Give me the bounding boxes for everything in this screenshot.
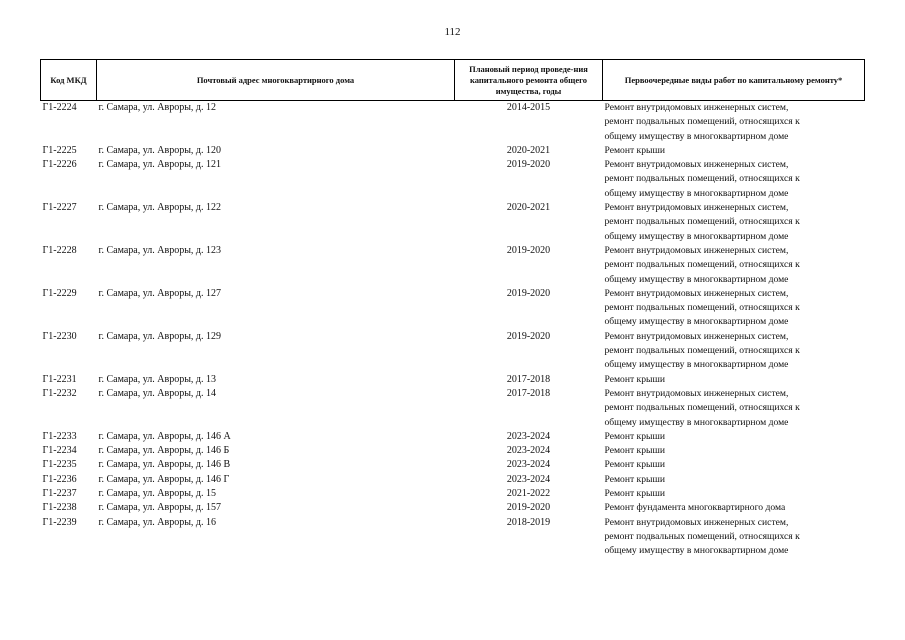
cell-code: Г1-2224 [42, 102, 77, 113]
cell-works [603, 158, 865, 201]
cell-address: г. Самара, ул. Авроры, д. 121 [98, 159, 222, 171]
works-line: общему имуществу в многоквартирном доме [604, 416, 789, 428]
header-period: Плановый период проведе-ния капитального ремонта общего имущества, годы [455, 60, 603, 101]
cell-period: 2020-2021 [506, 202, 551, 214]
cell-works [603, 330, 865, 373]
header-address: Почтовый адрес многоквартирного дома [97, 60, 455, 101]
cell-period: 2014-2015 [506, 102, 551, 113]
works-line: Ремонт внутридомовых инженерных систем, [604, 330, 789, 342]
cell-code: Г1-2230 [42, 330, 77, 342]
cell-address: г. Самара, ул. Авроры, д. 146 А [98, 430, 231, 442]
cell-code: Г1-2225 [42, 144, 77, 156]
works-line: Ремонт внутридомовых инженерных систем, [604, 202, 789, 214]
cell-works [603, 501, 865, 515]
works-line: Ремонт крыши [604, 373, 665, 385]
table-row [41, 373, 865, 387]
cell-works [603, 201, 865, 244]
works-line: общему имуществу в многоквартирном доме [604, 130, 789, 142]
cell-period: 2023-2024 [506, 459, 551, 471]
cell-code: Г1-2236 [42, 473, 77, 485]
works-line: Ремонт крыши [604, 430, 665, 442]
cell-address: г. Самара, ул. Авроры, д. 123 [98, 244, 222, 256]
cell-works [603, 430, 865, 444]
works-line: Ремонт внутридомовых инженерных систем, [604, 244, 789, 256]
works-line: Ремонт внутридомовых инженерных систем, [604, 387, 789, 399]
cell-code: Г1-2235 [42, 459, 77, 471]
cell-address: г. Самара, ул. Авроры, д. 127 [98, 287, 222, 299]
cell-code: Г1-2226 [42, 159, 77, 171]
works-line: ремонт подвальных помещений, относящихся к [604, 259, 800, 271]
works-line: Ремонт внутридомовых инженерных систем, [604, 102, 789, 113]
cell-code: Г1-2237 [42, 488, 77, 500]
works-line: общему имуществу в многоквартирном доме [604, 230, 789, 242]
cell-code: Г1-2231 [42, 373, 77, 385]
table-body [41, 101, 865, 559]
table-row [41, 244, 865, 287]
works-line: ремонт подвальных помещений, относящихся к [604, 173, 800, 185]
cell-code: Г1-2238 [42, 502, 77, 514]
cell-address: г. Самара, ул. Авроры, д. 146 Б [98, 445, 230, 457]
table-row [41, 458, 865, 472]
cell-code: Г1-2227 [42, 202, 77, 214]
cell-period: 2019-2020 [506, 287, 551, 299]
cell-period: 2018-2019 [506, 516, 551, 528]
cell-works [603, 144, 865, 158]
cell-period: 2023-2024 [506, 445, 551, 457]
cell-period: 2017-2018 [506, 373, 551, 385]
capital-repair-table [40, 59, 865, 559]
cell-address: г. Самара, ул. Авроры, д. 146 В [98, 459, 231, 471]
cell-address: г. Самара, ул. Авроры, д. 15 [98, 488, 217, 500]
cell-address: г. Самара, ул. Авроры, д. 122 [98, 202, 222, 214]
cell-works [603, 444, 865, 458]
cell-works [603, 473, 865, 487]
cell-code: Г1-2239 [42, 516, 77, 528]
cell-period: 2023-2024 [506, 473, 551, 485]
table-row [41, 487, 865, 501]
works-line: Ремонт внутридомовых инженерных систем, [604, 287, 789, 299]
cell-code: Г1-2233 [42, 430, 77, 442]
cell-works [603, 516, 865, 559]
cell-period: 2017-2018 [506, 387, 551, 399]
cell-address: г. Самара, ул. Авроры, д. 120 [98, 144, 222, 156]
works-line: Ремонт крыши [604, 445, 665, 457]
table-row [41, 287, 865, 330]
works-line: ремонт подвальных помещений, относящихся к [604, 216, 800, 228]
cell-code: Г1-2232 [42, 387, 77, 399]
page-number: 112 [444, 26, 461, 38]
table-row [41, 330, 865, 373]
table-row [41, 444, 865, 458]
works-line: ремонт подвальных помещений, относящихся к [604, 302, 800, 314]
cell-works [603, 387, 865, 430]
cell-works [603, 287, 865, 330]
works-line: ремонт подвальных помещений, относящихся к [604, 402, 800, 414]
cell-works [603, 458, 865, 472]
table-row [41, 516, 865, 559]
cell-period: 2021-2022 [506, 488, 551, 500]
cell-code: Г1-2228 [42, 244, 77, 256]
cell-code: Г1-2234 [42, 445, 77, 457]
cell-works [603, 373, 865, 387]
works-line: Ремонт крыши [604, 144, 665, 156]
works-line: Ремонт внутридомовых инженерных систем, [604, 516, 789, 528]
table-row [41, 201, 865, 244]
cell-works [603, 487, 865, 501]
table-row [41, 430, 865, 444]
works-line: общему имуществу в многоквартирном доме [604, 316, 789, 328]
table-row [41, 501, 865, 515]
cell-address: г. Самара, ул. Авроры, д. 146 Г [98, 473, 230, 485]
cell-code: Г1-2229 [42, 287, 77, 299]
works-line: ремонт подвальных помещений, относящихся к [604, 345, 800, 357]
works-line: общему имуществу в многоквартирном доме [604, 187, 789, 199]
header-code: Код МКД [41, 60, 97, 101]
works-line: общему имуществу в многоквартирном доме [604, 359, 789, 371]
works-line: Ремонт внутридомовых инженерных систем, [604, 159, 789, 171]
cell-works [603, 101, 865, 144]
table-row [41, 387, 865, 430]
cell-period: 2020-2021 [506, 144, 551, 156]
works-line: Ремонт фундамента многоквартирного дома [604, 502, 786, 514]
cell-period: 2019-2020 [506, 502, 551, 514]
works-line: ремонт подвальных помещений, относящихся к [604, 530, 800, 542]
table-row [41, 144, 865, 158]
works-line: Ремонт крыши [604, 473, 665, 485]
cell-address: г. Самара, ул. Авроры, д. 129 [98, 330, 222, 342]
cell-address: г. Самара, ул. Авроры, д. 16 [98, 516, 217, 528]
cell-period: 2019-2020 [506, 244, 551, 256]
cell-works [603, 244, 865, 287]
cell-period: 2019-2020 [506, 159, 551, 171]
works-line: ремонт подвальных помещений, относящихся к [604, 116, 800, 128]
cell-address: г. Самара, ул. Авроры, д. 12 [98, 102, 217, 113]
works-line: общему имуществу в многоквартирном доме [604, 273, 789, 285]
works-line: Ремонт крыши [604, 459, 665, 471]
cell-period: 2023-2024 [506, 430, 551, 442]
table-header-row [41, 60, 865, 101]
table-row [41, 158, 865, 201]
works-line: Ремонт крыши [604, 488, 665, 500]
table-row [41, 473, 865, 487]
table-row [41, 101, 865, 144]
cell-address: г. Самара, ул. Авроры, д. 14 [98, 387, 217, 399]
works-line: общему имуществу в многоквартирном доме [604, 545, 789, 557]
cell-address: г. Самара, ул. Авроры, д. 13 [98, 373, 217, 385]
cell-address: г. Самара, ул. Авроры, д. 157 [98, 502, 222, 514]
cell-period: 2019-2020 [506, 330, 551, 342]
header-works: Первоочередные виды работ по капитальному ремонту* [603, 60, 865, 101]
